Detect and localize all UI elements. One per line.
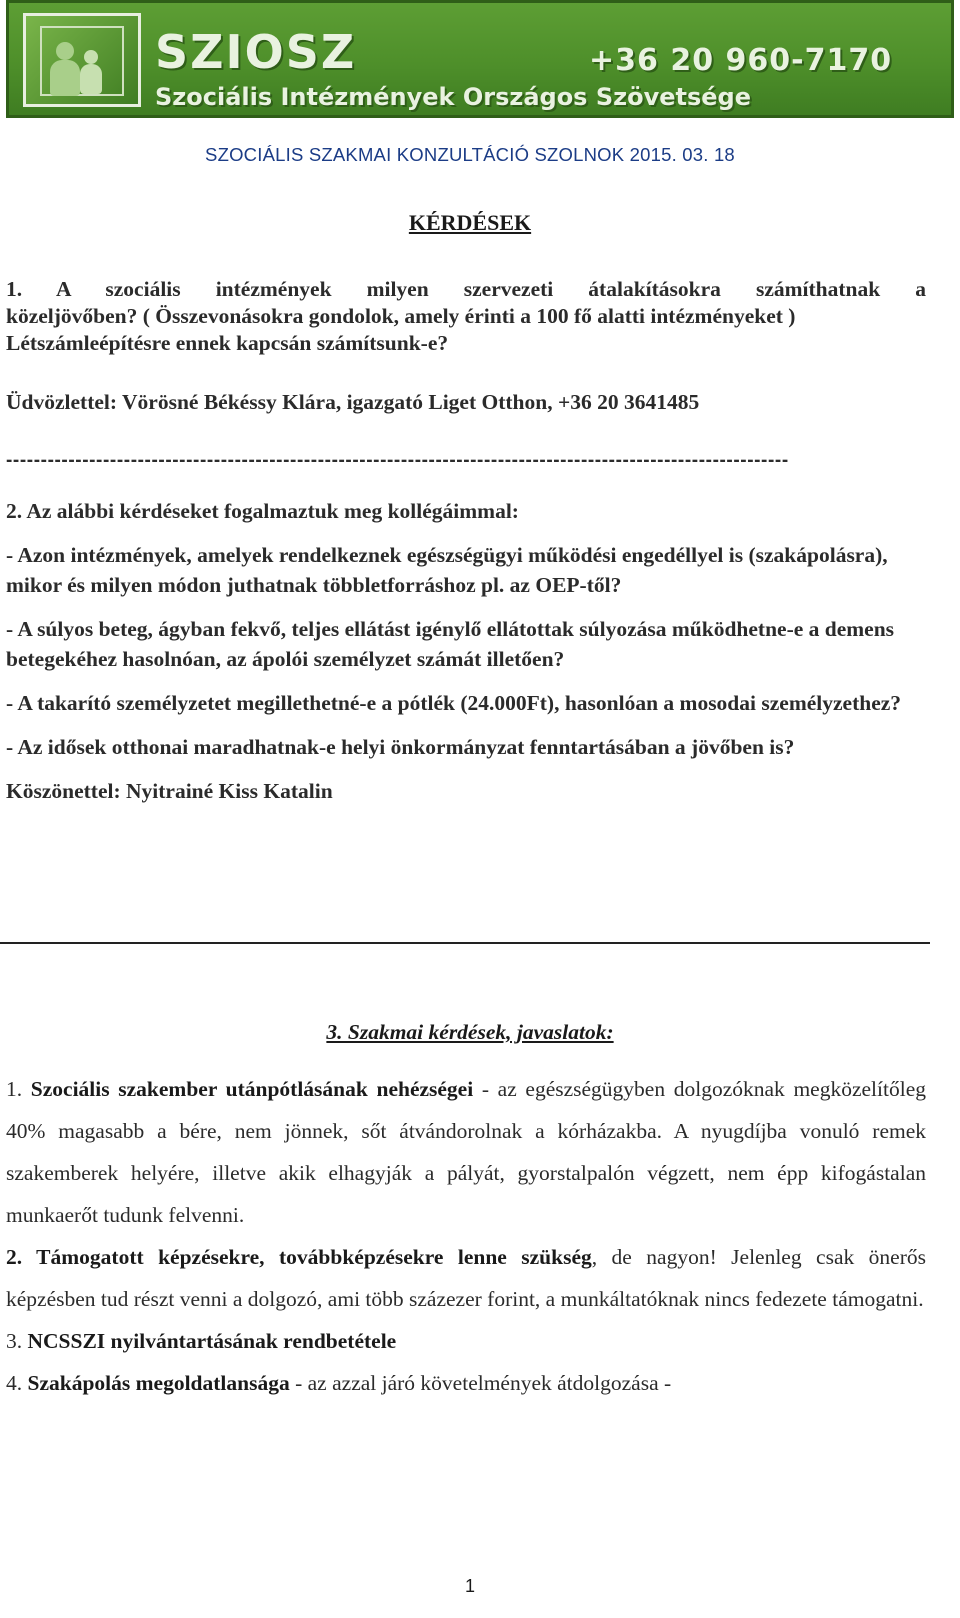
banner-brand: SZIOSZ <box>155 25 357 79</box>
item-number: 2. <box>6 1245 37 1269</box>
section-3-title: 3. Szakmai kérdések, javaslatok: <box>326 1020 614 1044</box>
item-heading: Szociális szakember utánpótlásának nehézségei <box>30 1077 474 1101</box>
section-3-body <box>6 1068 926 1404</box>
question-2 <box>6 496 926 806</box>
question-2-item: - A súlyos beteg, ágyban fekvő, teljes ellátást igénylő ellátottak súlyozása működhetne-e a demens betegekéhez hasolnóan, az ápolói személyzet számát illetően? <box>6 617 895 671</box>
banner-phone: +36 20 960-7170 <box>589 43 893 78</box>
section-3-item <box>6 1068 926 1236</box>
question-1-line: Létszámleépítésre ennek kapcsán számítsunk-e? <box>6 331 449 355</box>
question-2-intro: 2. Az alábbi kérdéseket fogalmaztuk meg kollégáimmal: <box>6 499 519 523</box>
item-text: - az egészségügyben dolgozóknak megközelítőleg 40% magasabb a bére, nem jönnek, sőt átvándorolnak a kórházakba. A nyugdíjba vonuló remek szakemberek helyére, illetve akik elhagyják a pályát, gyorstalpalón végzett, nem épp kifogástalan munkaerőt tudunk felvenni. <box>6 1077 926 1227</box>
item-text: - az azzal járó követelmények átdolgozása - <box>289 1371 672 1395</box>
question-2-item: - Az idősek otthonai maradhatnak-e helyi önkormányzat fenntartásában a jövőben is? <box>6 735 795 759</box>
banner-subtitle: Szociális Intézmények Országos Szövetsége <box>155 83 751 111</box>
sziosz-banner <box>6 0 954 118</box>
section-title: KÉRDÉSEK <box>408 210 532 235</box>
item-text: , de nagyon! Jelenleg csak önerős képzésben tud részt venni a dolgozó, ami több százezer forint, a munkáltatóknak nincs fedezete támogatni. <box>6 1245 926 1311</box>
item-number: 4. <box>6 1371 28 1395</box>
greeting-1: Üdvözlettel: Vörösné Békéssy Klára, igazgató Liget Otthon, +36 20 3641485 <box>6 390 700 414</box>
item-heading: Szakápolás megoldatlansága <box>27 1371 290 1395</box>
section-3-item <box>6 1236 926 1320</box>
item-heading: NCSSZI nyilvántartásának rendbetétele <box>27 1329 397 1353</box>
question-2-item: - A takarító személyzetet megillethetné-e a pótlék (24.000Ft), hasonlóan a mosodai személyzethez? <box>6 691 902 715</box>
section-3-item <box>6 1320 926 1362</box>
question-1-line: 1. A szociális intézmények milyen szervezeti átalakításokra számíthatnak a <box>6 277 926 301</box>
question-1-line: közeljövőben? ( Összevonásokra gondolok, amely érinti a 100 fő alatti intézményeket ) <box>6 304 796 328</box>
horizontal-rule <box>0 942 930 944</box>
item-number: 3. <box>6 1329 28 1353</box>
section-3-item <box>6 1362 926 1404</box>
item-number: 1. <box>6 1077 31 1101</box>
logo-frame-icon <box>23 13 141 107</box>
question-2-item: - Azon intézmények, amelyek rendelkeznek egészségügyi működési engedéllyel is (szakápolásra), mikor és milyen módon juthatnak többletforráshoz pl. az OEP-től? <box>6 543 888 597</box>
question-2-thanks: Köszönettel: Nyitrainé Kiss Katalin <box>6 779 333 803</box>
page-number: 1 <box>464 1576 475 1596</box>
conference-title: SZOCIÁLIS SZAKMAI KONZULTÁCIÓ SZOLNOK 2015. 03. 18 <box>205 144 735 165</box>
question-1 <box>6 276 926 357</box>
dashed-divider: ----------------------------------------------------------------------------------------------------------------- <box>6 450 789 471</box>
item-heading: Támogatott képzésekre, továbbképzésekre lenne szükség <box>36 1245 592 1269</box>
